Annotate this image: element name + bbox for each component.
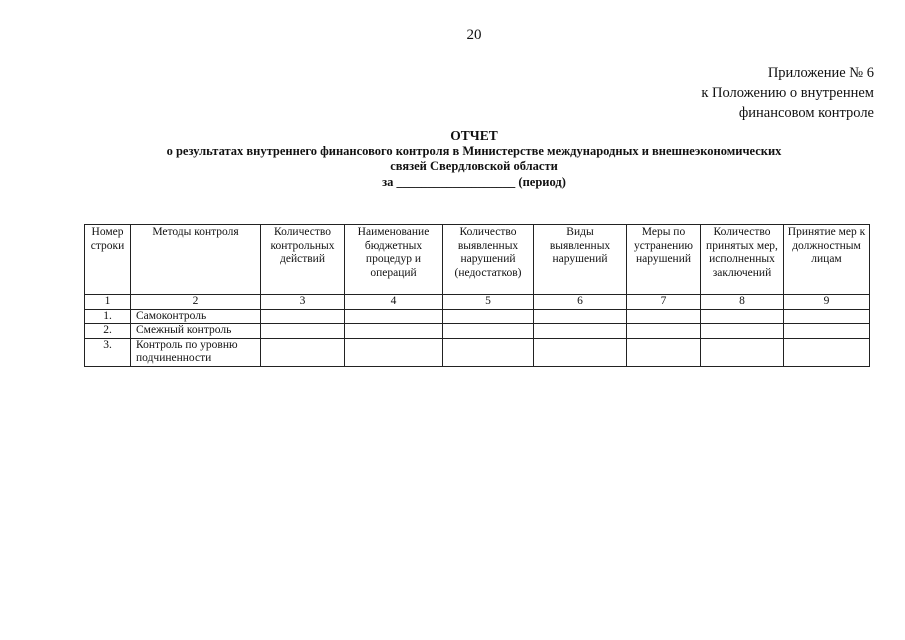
control-method: Контроль по уровню подчиненности: [131, 338, 261, 366]
column-number: 1: [85, 295, 131, 310]
report-title-block: [0, 128, 905, 190]
appendix-reference: [701, 63, 874, 123]
table-cell: [261, 309, 345, 324]
table-cell: [534, 338, 627, 366]
report-title: ОТЧЕТ: [450, 128, 498, 143]
column-number: 5: [443, 295, 534, 310]
report-table: [84, 224, 870, 367]
row-number: 3.: [85, 338, 131, 366]
table-cell: [784, 324, 870, 339]
table-cell: [627, 338, 701, 366]
page-number: 20: [466, 27, 482, 43]
header-remediation-measures: Меры по устранению нарушений: [627, 225, 701, 295]
appendix-line-2: к Положению о внутреннем: [701, 85, 874, 101]
row-number: 1.: [85, 309, 131, 324]
report-period-line: за ___________________ (период): [382, 174, 566, 189]
header-control-actions-count: Количество контрольных действий: [261, 225, 345, 295]
report-subtitle-line-1: о результатах внутреннего финансового контроля в Министерстве международных и внешнеэкономических: [166, 143, 782, 158]
column-number: 3: [261, 295, 345, 310]
header-row-number: Номер строки: [85, 225, 131, 295]
table-cell: [261, 324, 345, 339]
table-cell: [443, 324, 534, 339]
column-number: 7: [627, 295, 701, 310]
table-cell: [345, 309, 443, 324]
table-cell: [627, 324, 701, 339]
table-row: [85, 324, 870, 339]
table-cell: [443, 309, 534, 324]
table-row: [85, 309, 870, 324]
header-control-methods: Методы контроля: [131, 225, 261, 295]
control-method: Самоконтроль: [131, 309, 261, 324]
header-violations-count: Количество выявленных нарушений (недостатков): [443, 225, 534, 295]
table-row: [85, 338, 870, 366]
column-number: 9: [784, 295, 870, 310]
table-cell: [701, 338, 784, 366]
header-measures-taken-count: Количество принятых мер, исполненных заключений: [701, 225, 784, 295]
column-number-row: [85, 295, 870, 310]
table-cell: [345, 338, 443, 366]
table-cell: [784, 338, 870, 366]
header-violation-types: Виды выявленных нарушений: [534, 225, 627, 295]
table-cell: [443, 338, 534, 366]
row-number: 2.: [85, 324, 131, 339]
column-number: 8: [701, 295, 784, 310]
control-method: Смежный контроль: [131, 324, 261, 339]
table-cell: [701, 324, 784, 339]
column-number: 2: [131, 295, 261, 310]
table-cell: [701, 309, 784, 324]
column-number: 6: [534, 295, 627, 310]
table-cell: [534, 324, 627, 339]
appendix-line-3: финансовом контроле: [738, 105, 874, 121]
column-number: 4: [345, 295, 443, 310]
header-budget-procedures: Наименование бюджетных процедур и операций: [345, 225, 443, 295]
table-cell: [345, 324, 443, 339]
table-cell: [261, 338, 345, 366]
table-cell: [627, 309, 701, 324]
header-officials-measures: Принятие мер к должностным лицам: [784, 225, 870, 295]
table-header-row: [85, 225, 870, 295]
table-cell: [784, 309, 870, 324]
report-subtitle-line-2: связей Свердловской области: [390, 159, 558, 173]
appendix-line-1: Приложение № 6: [767, 65, 874, 81]
table-cell: [534, 309, 627, 324]
